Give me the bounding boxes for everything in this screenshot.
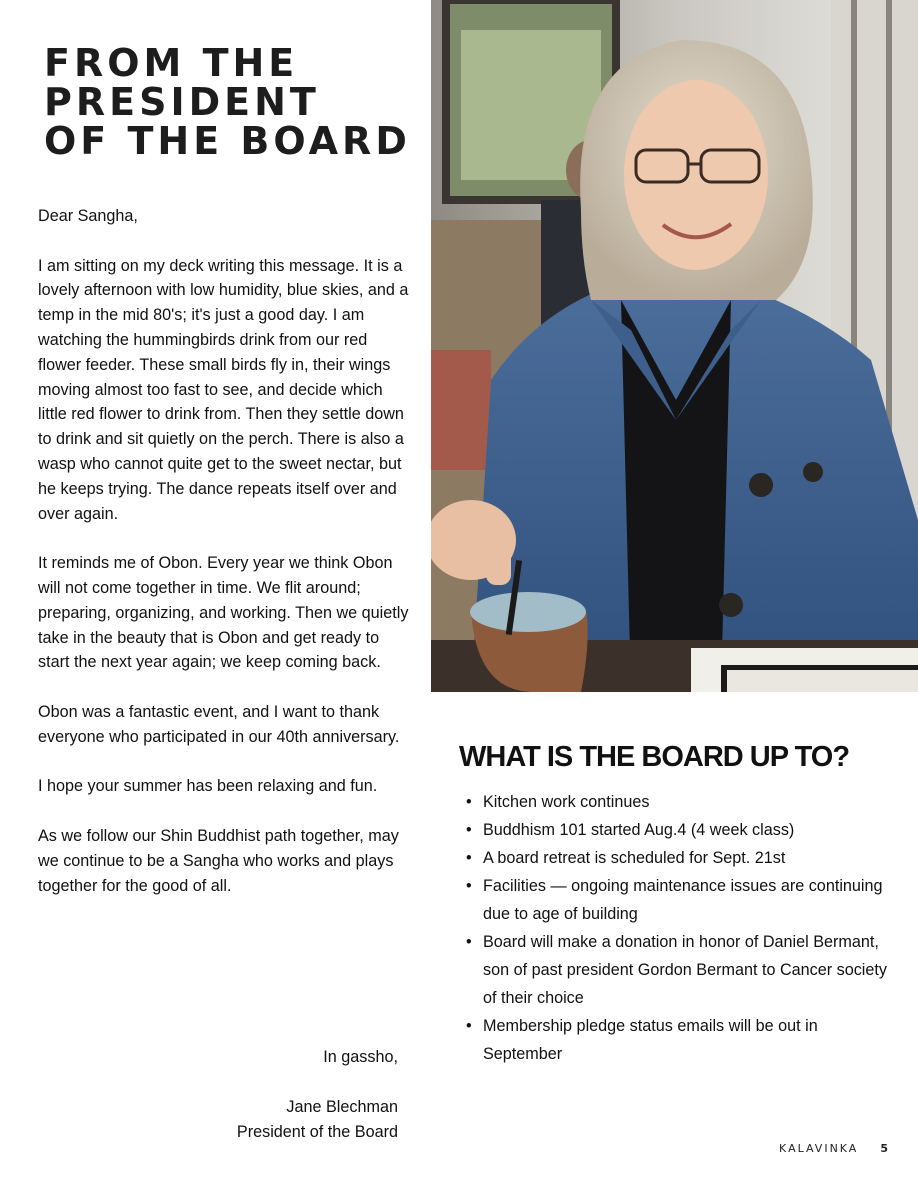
signer-name: Jane Blechman [286, 1098, 398, 1116]
signer-title: President of the Board [236, 1123, 398, 1141]
list-item [466, 844, 896, 872]
list-item [466, 872, 896, 928]
letter-closing: In gassho, [323, 1048, 398, 1066]
board-items-list [466, 788, 896, 1068]
letter-paragraph: I hope your summer has been relaxing and fun. [38, 777, 378, 796]
page-title [44, 41, 424, 163]
bullet-icon: • [466, 877, 472, 895]
page-number: 5 [880, 1142, 888, 1155]
bullet-icon: • [466, 793, 472, 811]
letter-paragraph: As we follow our Shin Buddhist path together, may we continue to be a Sangha who works and plays together for the good of all. [38, 826, 399, 895]
publication-name: KALAVINKA [779, 1142, 859, 1155]
list-item-text: Buddhism 101 started Aug.4 (4 week class) [483, 821, 795, 839]
list-item-text: Board will make a donation in honor of Daniel Bermant, son of past president Gordon Bermant to Cancer society of their choice [483, 933, 887, 1007]
bullet-icon: • [466, 821, 472, 839]
board-section-title: WHAT IS THE BOARD UP TO? [459, 741, 850, 773]
list-item-text: Kitchen work continues [483, 793, 650, 811]
list-item [466, 816, 896, 844]
page-footer [779, 1142, 888, 1155]
bullet-icon: • [466, 933, 472, 951]
list-item [466, 788, 896, 816]
title-line-1: FROM THE [44, 41, 299, 85]
title-line-3: OF THE BOARD [44, 119, 411, 163]
bullet-icon: • [466, 1017, 472, 1035]
president-letter [38, 204, 410, 898]
letter-paragraph: Obon was a fantastic event, and I want to thank everyone who participated in our 40th anniversary. [38, 702, 400, 746]
list-item [466, 1012, 896, 1068]
bullet-icon: • [466, 849, 472, 867]
title-line-2: PRESIDENT [44, 80, 320, 124]
list-item [466, 928, 896, 1012]
letter-paragraph: I am sitting on my deck writing this message. It is a lovely afternoon with low humidity, blue skies, and a temp in the mid 80's; it's just a good day. I am watching the hummingbirds drink from our red flower feeder. These small birds fly in, their wings moving almost too fast to see, and decide which little red flower to drink from. Then they settle down to drink and sit quietly on the perch. There is also a wasp who cannot quite get to the sweet nectar, but he keeps trying. The dance repeats itself over and over again. [38, 256, 409, 523]
letter-salutation: Dear Sangha, [38, 207, 138, 225]
president-photo [431, 0, 918, 692]
list-item-text: A board retreat is scheduled for Sept. 21st [483, 849, 786, 867]
letter-paragraph: It reminds me of Obon. Every year we think Obon will not come together in time. We flit around; preparing, organizing, and working. Then we quietly take in the beauty that is Obon and get ready to start the next year again; we keep coming back. [38, 554, 409, 672]
list-item-text: Membership pledge status emails will be out in September [483, 1017, 818, 1063]
list-item-text: Facilities — ongoing maintenance issues are continuing due to age of building [483, 877, 883, 923]
